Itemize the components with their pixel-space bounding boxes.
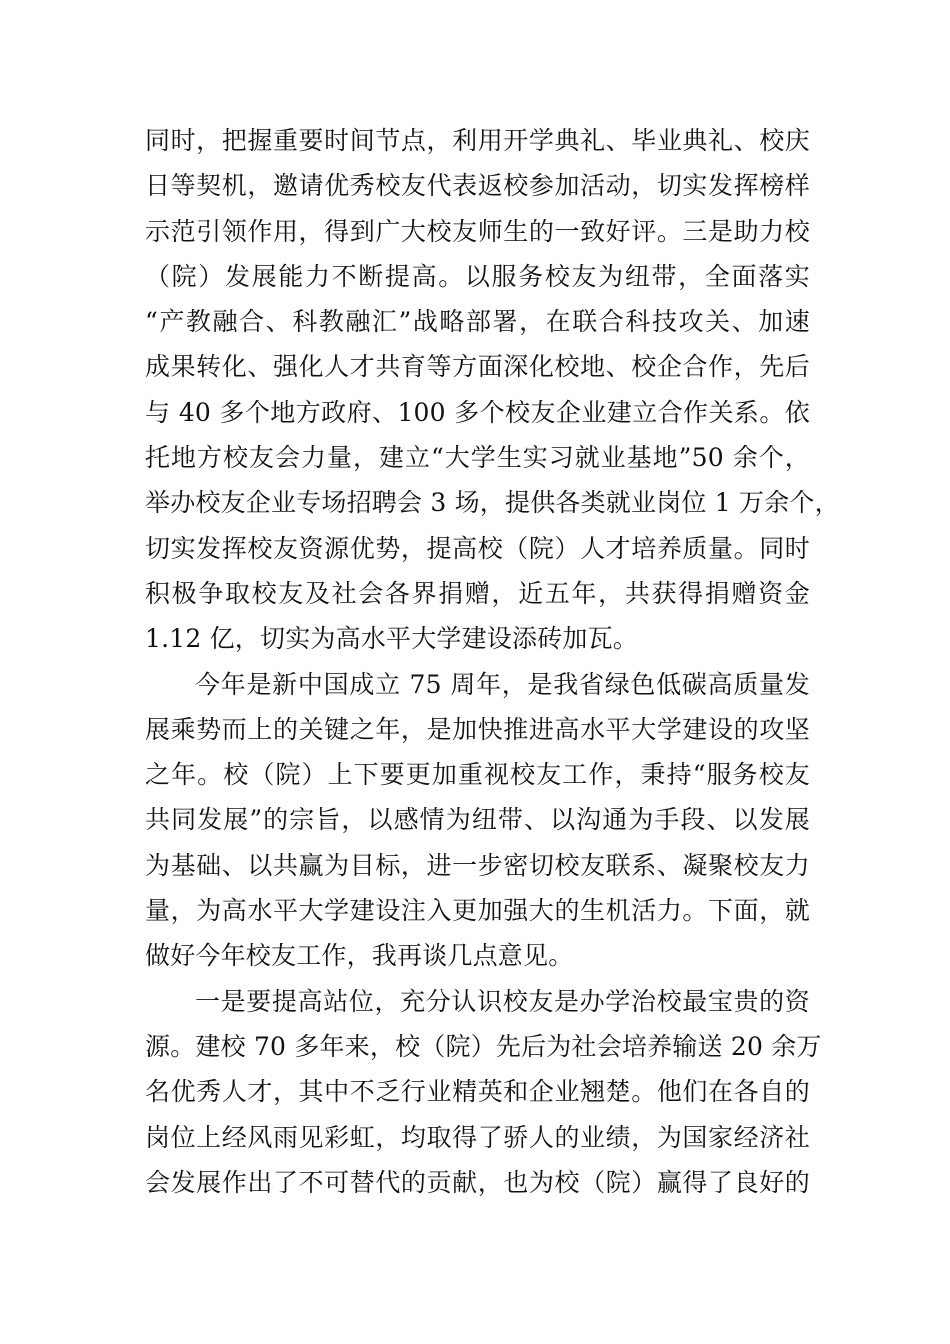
text-line: 示范引领作用，得到广大校友师生的一致好评。三是助力校 [145,216,810,246]
text-line: 量，为高水平大学建设注入更加强大的生机活力。下面，就 [145,896,810,926]
text-line: 托地方校友会力量，建立“大学生实习就业基地”50 余个， [145,443,810,473]
text-line: 积极争取校友及社会各界捐赠，近五年，共获得捐赠资金 [145,578,810,608]
text-line: 源。建校 70 多年来，校（院）先后为社会培养输送 20 余万 [145,1031,822,1061]
text-line: 与 40 多个地方政府、100 多个校友企业建立合作关系。依 [145,397,810,427]
text-line: 做好今年校友工作，我再谈几点意见。 [145,941,574,971]
text-line: （院）发展能力不断提高。以服务校友为纽带，全面落实 [145,261,810,291]
text-line: 成果转化、强化人才共育等方面深化校地、校企合作，先后 [145,352,810,382]
paragraph-point-one [145,979,822,1205]
text-line: 之年。校（院）上下要更加重视校友工作，秉持“服务校友 [145,760,810,790]
text-line: 展乘势而上的关键之年，是加快推进高水平大学建设的攻坚 [145,714,810,744]
body-text [145,118,840,1205]
text-line: 同时，把握重要时间节点，利用开学典礼、毕业典礼、校庆 [145,126,810,155]
paragraph-continued [145,118,840,662]
text-line: 日等契机，邀请优秀校友代表返校参加活动，切实发挥榜样 [145,171,810,201]
text-line: 举办校友企业专场招聘会 3 场，提供各类就业岗位 1 万余个， [145,488,840,518]
text-line: 共同发展”的宗旨，以感情为纽带、以沟通为手段、以发展 [145,805,810,835]
paragraph-anniversary [145,662,810,979]
text-line: 名优秀人才，其中不乏行业精英和企业翘楚。他们在各自的 [145,1077,810,1107]
text-line: 为基础、以共赢为目标，进一步密切校友联系、凝聚校友力 [145,850,810,880]
text-line: 切实发挥校友资源优势，提高校（院）人才培养质量。同时 [145,533,810,563]
text-line: 岗位上经风雨见彩虹，均取得了骄人的业绩，为国家经济社 [145,1122,810,1152]
text-line: “产教融合、科教融汇”战略部署，在联合科技攻关、加速 [145,307,810,337]
text-line: 今年是新中国成立 75 周年，是我省绿色低碳高质量发 [195,669,810,699]
text-line: 1.12 亿，切实为高水平大学建设添砖加瓦。 [145,624,639,654]
text-line: 一是要提高站位，充分认识校友是办学治校最宝贵的资 [195,986,810,1016]
text-line: 会发展作出了不可替代的贡献，也为校（院）赢得了良好的 [145,1167,810,1197]
